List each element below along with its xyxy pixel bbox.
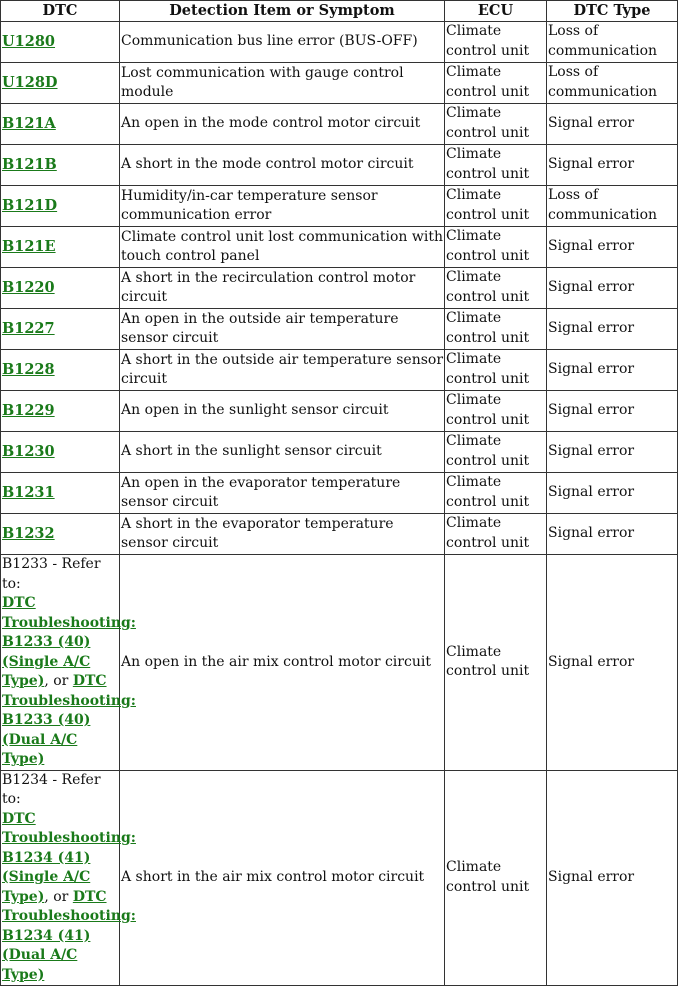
detection-cell: An open in the mode control motor circuit: [120, 104, 445, 145]
detection-cell: A short in the mode control motor circuit: [120, 145, 445, 186]
table-row: [1, 432, 678, 473]
ecu-cell: Climate control unit: [445, 555, 547, 771]
table-header-row: [1, 1, 678, 22]
dtc-cell: [1, 432, 120, 473]
table-row: [1, 186, 678, 227]
detection-cell: A short in the outside air temperature sensor circuit: [120, 350, 445, 391]
dtc-cell: [1, 391, 120, 432]
table-row: [1, 514, 678, 555]
table-row: [1, 63, 678, 104]
ecu-cell: Climate control unit: [445, 350, 547, 391]
dtc-code-link[interactable]: B1232: [2, 524, 55, 542]
header-detection: Detection Item or Symptom: [120, 1, 445, 22]
dtc-code-link[interactable]: U128D: [2, 73, 58, 91]
dtc-type-cell: Signal error: [547, 104, 678, 145]
troubleshooting-link-single[interactable]: DTC Troubleshooting: B1233 (40) (Single A/C Type): [2, 595, 136, 689]
table-row: [1, 391, 678, 432]
dtc-reference-cell: [1, 770, 136, 986]
table-row: [1, 22, 678, 63]
ecu-cell: Climate control unit: [445, 104, 547, 145]
dtc-cell: [1, 309, 120, 350]
dtc-type-cell: Signal error: [547, 432, 678, 473]
detection-cell: An open in the outside air temperature sensor circuit: [120, 309, 445, 350]
header-ecu: ECU: [445, 1, 547, 22]
ecu-cell: Climate control unit: [445, 391, 547, 432]
detection-cell: Humidity/in-car temperature sensor communication error: [120, 186, 445, 227]
dtc-type-cell: Signal error: [547, 350, 678, 391]
link-or-text: or: [48, 673, 73, 689]
detection-cell: A short in the sunlight sensor circuit: [120, 432, 445, 473]
dtc-reference-cell: [1, 555, 136, 771]
dtc-type-cell: Signal error: [547, 309, 678, 350]
detection-cell: A short in the evaporator temperature sensor circuit: [120, 514, 445, 555]
ecu-cell: Climate control unit: [445, 186, 547, 227]
detection-cell: A short in the air mix control motor circuit: [120, 770, 445, 986]
detection-cell: An open in the evaporator temperature sensor circuit: [120, 473, 445, 514]
table-row: [1, 227, 678, 268]
dtc-cell: [1, 473, 120, 514]
dtc-cell: [1, 268, 120, 309]
ecu-cell: Climate control unit: [445, 145, 547, 186]
troubleshooting-link-single[interactable]: DTC Troubleshooting: B1234 (41) (Single A/C Type): [2, 810, 136, 905]
dtc-type-cell: Signal error: [547, 391, 678, 432]
table-row: [1, 145, 678, 186]
detection-cell: A short in the recirculation control motor circuit: [120, 268, 445, 309]
dtc-code-link[interactable]: U1280: [2, 32, 56, 50]
table-row: [1, 309, 678, 350]
ecu-cell: Climate control unit: [445, 309, 547, 350]
dtc-type-cell: Loss of communication: [547, 22, 678, 63]
ecu-cell: Climate control unit: [445, 268, 547, 309]
header-dtc: DTC: [1, 1, 120, 22]
link-or-text: or: [48, 888, 73, 905]
dtc-type-cell: Signal error: [547, 770, 678, 986]
dtc-cell: [1, 514, 120, 555]
ecu-cell: Climate control unit: [445, 770, 547, 986]
detection-cell: An open in the air mix control motor circuit: [120, 555, 445, 771]
table-row-reference: [1, 555, 678, 771]
dtc-code-link[interactable]: B121B: [2, 155, 57, 173]
dtc-type-cell: Signal error: [547, 473, 678, 514]
dtc-type-cell: Signal error: [547, 555, 678, 771]
ecu-cell: Climate control unit: [445, 514, 547, 555]
table-row: [1, 473, 678, 514]
dtc-cell: [1, 186, 120, 227]
dtc-type-cell: Loss of communication: [547, 63, 678, 104]
table-row: [1, 350, 678, 391]
ecu-cell: Climate control unit: [445, 432, 547, 473]
dtc-type-cell: Loss of communication: [547, 186, 678, 227]
dtc-code-link[interactable]: B1228: [2, 360, 55, 378]
troubleshooting-link-dual[interactable]: DTC Troubleshooting: B1233 (40) (Dual A/C Type): [2, 673, 136, 767]
ecu-cell: Climate control unit: [445, 63, 547, 104]
dtc-cell: [1, 227, 120, 268]
dtc-type-cell: Signal error: [547, 145, 678, 186]
dtc-code-link[interactable]: B1231: [2, 483, 55, 501]
dtc-cell: [1, 350, 120, 391]
dtc-reference-prefix: B1234 - Refer to:: [2, 771, 101, 807]
dtc-code-link[interactable]: B1230: [2, 442, 55, 460]
detection-cell: Communication bus line error (BUS-OFF): [120, 22, 445, 63]
detection-cell: An open in the sunlight sensor circuit: [120, 391, 445, 432]
detection-cell: Lost communication with gauge control module: [120, 63, 445, 104]
dtc-cell: [1, 145, 120, 186]
troubleshooting-link-dual[interactable]: DTC Troubleshooting: B1234 (41) (Dual A/C Type): [2, 888, 136, 983]
ecu-cell: Climate control unit: [445, 473, 547, 514]
dtc-code-link[interactable]: B121E: [2, 237, 56, 255]
header-dtc-type: DTC Type: [547, 1, 678, 22]
dtc-cell: [1, 104, 120, 145]
dtc-cell: [1, 22, 120, 63]
table-row-reference: [1, 770, 678, 986]
link-separator: ,: [44, 673, 49, 689]
dtc-code-link[interactable]: B1227: [2, 319, 55, 337]
dtc-code-link[interactable]: B1220: [2, 278, 55, 296]
dtc-code-link[interactable]: B1229: [2, 401, 55, 419]
detection-cell: Climate control unit lost communication with touch control panel: [120, 227, 445, 268]
ecu-cell: Climate control unit: [445, 227, 547, 268]
dtc-code-link[interactable]: B121D: [2, 196, 58, 214]
ecu-cell: Climate control unit: [445, 22, 547, 63]
dtc-code-link[interactable]: B121A: [2, 114, 56, 132]
dtc-type-cell: Signal error: [547, 268, 678, 309]
link-separator: ,: [44, 888, 49, 905]
table-row: [1, 104, 678, 145]
dtc-type-cell: Signal error: [547, 514, 678, 555]
table-row: [1, 268, 678, 309]
dtc-cell: [1, 63, 120, 104]
dtc-reference-prefix: B1233 - Refer to:: [2, 556, 101, 592]
dtc-type-cell: Signal error: [547, 227, 678, 268]
